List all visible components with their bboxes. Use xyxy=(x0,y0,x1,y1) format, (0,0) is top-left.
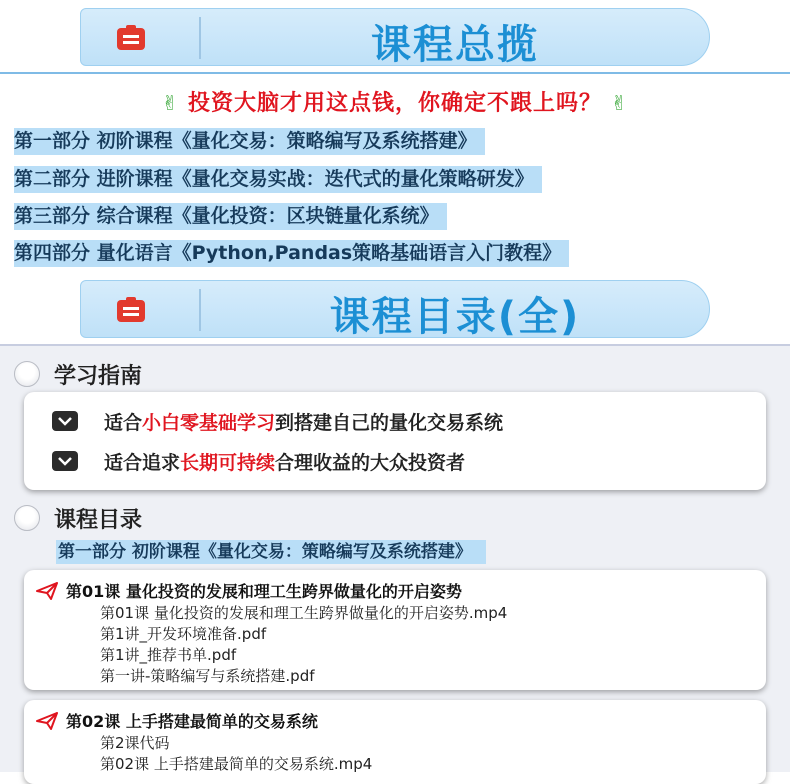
lesson-title-text: 第01课 量化投资的发展和理工生跨界做量化的开启姿势 xyxy=(66,582,462,601)
banner-divider xyxy=(199,289,201,331)
part-4-title: 第四部分 量化语言《Python,Pandas策略基础语言入门教程》 xyxy=(14,240,569,267)
chevron-down-icon xyxy=(52,411,78,431)
guide-heading xyxy=(14,358,142,390)
guide-row-text: 适合 xyxy=(104,411,143,434)
clipboard-icon xyxy=(115,297,147,323)
catalog-banner xyxy=(80,280,710,338)
lesson-title-text: 第02课 上手搭建最简单的交易系统 xyxy=(66,712,318,731)
file-item[interactable]: 第01课 量化投资的发展和理工生跨界做量化的开启姿势.mp4 xyxy=(100,604,508,622)
paper-plane-icon xyxy=(36,582,58,600)
lesson-card[interactable] xyxy=(24,570,766,690)
overview-banner xyxy=(80,8,710,66)
guide-row-highlight: 长期可持续 xyxy=(180,451,276,474)
radio-bullet-icon xyxy=(14,505,40,531)
chevron-down-icon xyxy=(52,451,78,471)
file-item[interactable]: 第一讲-策略编写与系统搭建.pdf xyxy=(100,667,315,685)
guide-row-highlight: 小白零基础学习 xyxy=(142,411,276,434)
banner-divider xyxy=(199,17,201,59)
promo-text: 投资大脑才用这点钱，你确定不跟上吗？ xyxy=(187,91,602,116)
promo-headline xyxy=(0,86,790,117)
lesson-title[interactable] xyxy=(36,709,318,732)
guide-card xyxy=(24,392,766,490)
guide-row-text: 合理收益的大众投资者 xyxy=(275,451,466,474)
guide-heading-text: 学习指南 xyxy=(54,363,143,389)
part-3-title: 第三部分 综合课程《量化投资：区块链量化系统》 xyxy=(14,203,447,230)
clipboard-icon xyxy=(115,25,147,51)
paper-plane-icon xyxy=(36,712,58,730)
lesson-title[interactable] xyxy=(36,579,462,602)
file-item[interactable]: 第1讲_开发环境准备.pdf xyxy=(100,625,267,643)
guide-row xyxy=(52,406,503,436)
part-1-title: 第一部分 初阶课程《量化交易：策略编写及系统搭建》 xyxy=(14,128,485,155)
radio-bullet-icon xyxy=(14,361,40,387)
part-2-title: 第二部分 进阶课程《量化交易实战：迭代式的量化策略研发》 xyxy=(14,166,542,193)
catalog-part-title: 第一部分 初阶课程《量化交易：策略编写及系统搭建》 xyxy=(56,540,486,564)
file-item[interactable]: 第02课 上手搭建最简单的交易系统.mp4 xyxy=(100,755,373,773)
guide-row-text: 到搭建自己的量化交易系统 xyxy=(275,411,504,434)
catalog-heading xyxy=(14,502,142,534)
catalog-title: 课程目录(全) xyxy=(329,294,581,340)
guide-row xyxy=(52,446,465,476)
lesson-card[interactable] xyxy=(24,700,766,784)
overview-title: 课程总揽 xyxy=(371,22,539,68)
file-item[interactable]: 第2课代码 xyxy=(100,734,170,752)
victory-hand-icon: ✌ xyxy=(161,91,180,115)
divider-line xyxy=(0,72,790,74)
guide-row-text: 适合追求 xyxy=(104,451,181,474)
catalog-heading-text: 课程目录 xyxy=(54,507,143,533)
file-item[interactable]: 第1讲_推荐书单.pdf xyxy=(100,646,237,664)
victory-hand-icon: ✌ xyxy=(610,91,629,115)
